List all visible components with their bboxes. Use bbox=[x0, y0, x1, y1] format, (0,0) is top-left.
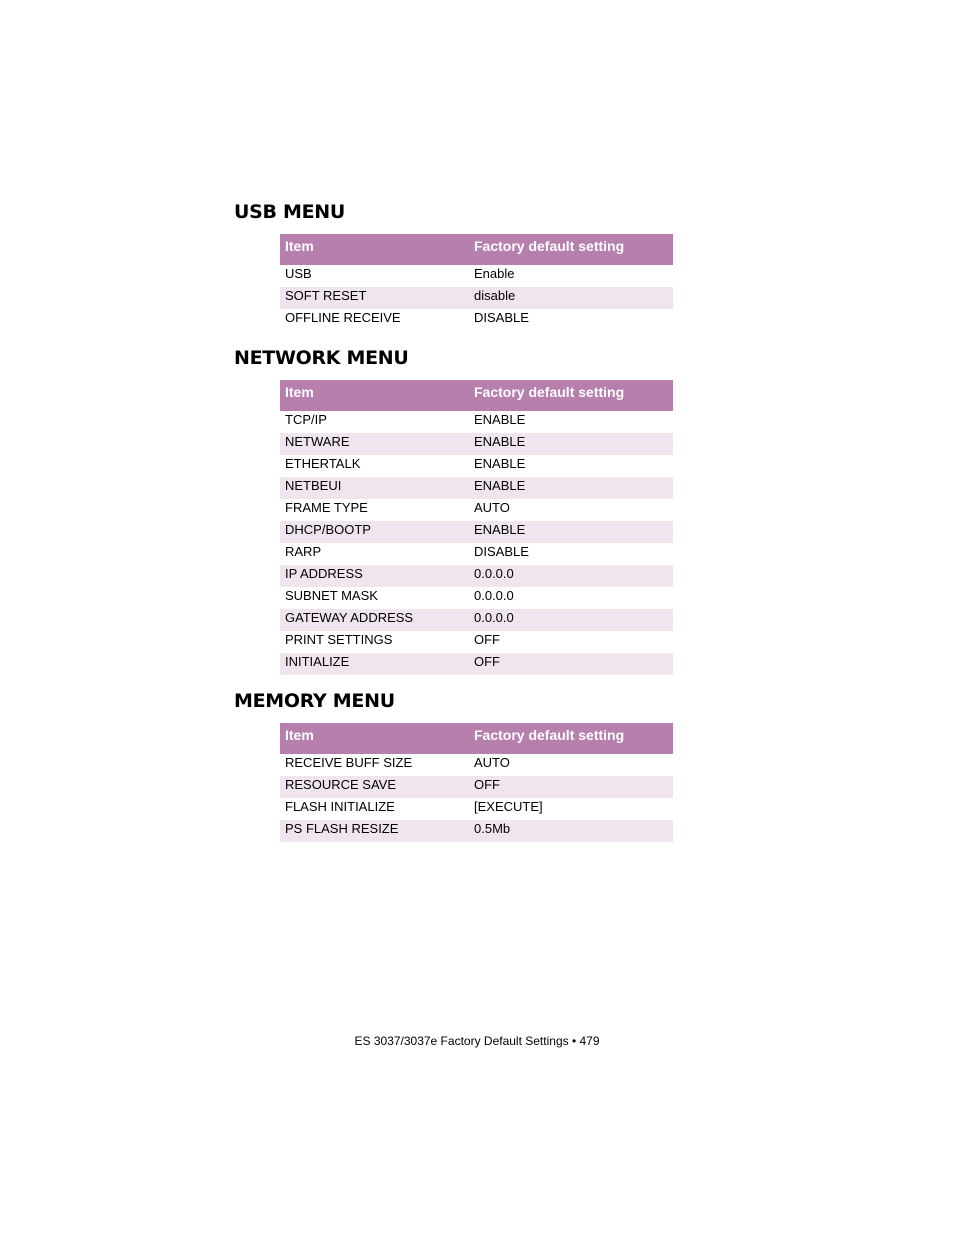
page-footer: ES 3037/3037e Factory Default Settings • 479 bbox=[354, 1034, 600, 1048]
default-cell: Enable bbox=[474, 266, 515, 281]
memory-menu-table bbox=[280, 723, 673, 842]
item-cell: IP ADDRESS bbox=[280, 565, 469, 587]
item-cell: OFFLINE RECEIVE bbox=[285, 310, 401, 325]
column-header-default: Factory default setting bbox=[469, 234, 673, 265]
item-cell: ETHERTALK bbox=[285, 456, 361, 471]
table-row bbox=[280, 798, 673, 820]
default-cell: AUTO bbox=[474, 755, 510, 770]
table-row bbox=[280, 309, 673, 331]
table-row bbox=[280, 521, 673, 543]
table-row bbox=[280, 411, 673, 433]
item-cell: INITIALIZE bbox=[280, 653, 469, 675]
default-cell: OFF bbox=[469, 776, 673, 798]
item-cell: RESOURCE SAVE bbox=[280, 776, 469, 798]
column-header-item: Item bbox=[280, 723, 469, 754]
table-header-row bbox=[280, 723, 673, 754]
default-cell: AUTO bbox=[474, 500, 510, 515]
table-header-row bbox=[280, 234, 673, 265]
table-row bbox=[280, 477, 673, 499]
item-cell: RARP bbox=[285, 544, 322, 559]
table-row bbox=[280, 653, 673, 675]
table-row bbox=[280, 820, 673, 842]
default-cell: ENABLE bbox=[474, 412, 526, 427]
default-cell: ENABLE bbox=[469, 521, 673, 543]
default-cell: ENABLE bbox=[469, 433, 673, 455]
column-header-default: Factory default setting bbox=[469, 723, 673, 754]
default-cell: 0.0.0.0 bbox=[469, 565, 673, 587]
table-row bbox=[280, 433, 673, 455]
table-row bbox=[280, 265, 673, 287]
default-cell: ENABLE bbox=[474, 456, 526, 471]
item-cell: FLASH INITIALIZE bbox=[285, 799, 395, 814]
table-row bbox=[280, 587, 673, 609]
table-header-row bbox=[280, 380, 673, 411]
memory-menu-title: MEMORY MENU bbox=[234, 690, 395, 712]
default-cell: ENABLE bbox=[469, 477, 673, 499]
table-row bbox=[280, 287, 673, 309]
default-cell: 0.5Mb bbox=[469, 820, 673, 842]
network-menu-title: NETWORK MENU bbox=[234, 347, 409, 369]
table-row bbox=[280, 543, 673, 565]
table-row bbox=[280, 455, 673, 477]
default-cell: DISABLE bbox=[474, 544, 529, 559]
default-cell: [EXECUTE] bbox=[474, 799, 543, 814]
network-menu-table bbox=[280, 380, 673, 675]
item-cell: NETBEUI bbox=[280, 477, 469, 499]
item-cell: NETWARE bbox=[280, 433, 469, 455]
column-header-default: Factory default setting bbox=[469, 380, 673, 411]
default-cell: OFF bbox=[474, 632, 500, 647]
usb-menu-title: USB MENU bbox=[234, 201, 346, 223]
table-row bbox=[280, 776, 673, 798]
item-cell: PS FLASH RESIZE bbox=[280, 820, 469, 842]
column-header-item: Item bbox=[280, 234, 469, 265]
column-header-item: Item bbox=[280, 380, 469, 411]
item-cell: SUBNET MASK bbox=[285, 588, 378, 603]
item-cell: TCP/IP bbox=[285, 412, 327, 427]
item-cell: SOFT RESET bbox=[280, 287, 469, 309]
default-cell: 0.0.0.0 bbox=[474, 588, 514, 603]
usb-menu-table bbox=[280, 234, 673, 331]
item-cell: FRAME TYPE bbox=[285, 500, 368, 515]
item-cell: DHCP/BOOTP bbox=[280, 521, 469, 543]
item-cell: RECEIVE BUFF SIZE bbox=[285, 755, 413, 770]
item-cell: USB bbox=[285, 266, 312, 281]
default-cell: OFF bbox=[469, 653, 673, 675]
default-cell: disable bbox=[469, 287, 673, 309]
table-row bbox=[280, 754, 673, 776]
default-cell: DISABLE bbox=[474, 310, 529, 325]
table-row bbox=[280, 609, 673, 631]
table-row bbox=[280, 565, 673, 587]
table-row bbox=[280, 499, 673, 521]
item-cell: GATEWAY ADDRESS bbox=[280, 609, 469, 631]
item-cell: PRINT SETTINGS bbox=[285, 632, 393, 647]
table-row bbox=[280, 631, 673, 653]
default-cell: 0.0.0.0 bbox=[469, 609, 673, 631]
